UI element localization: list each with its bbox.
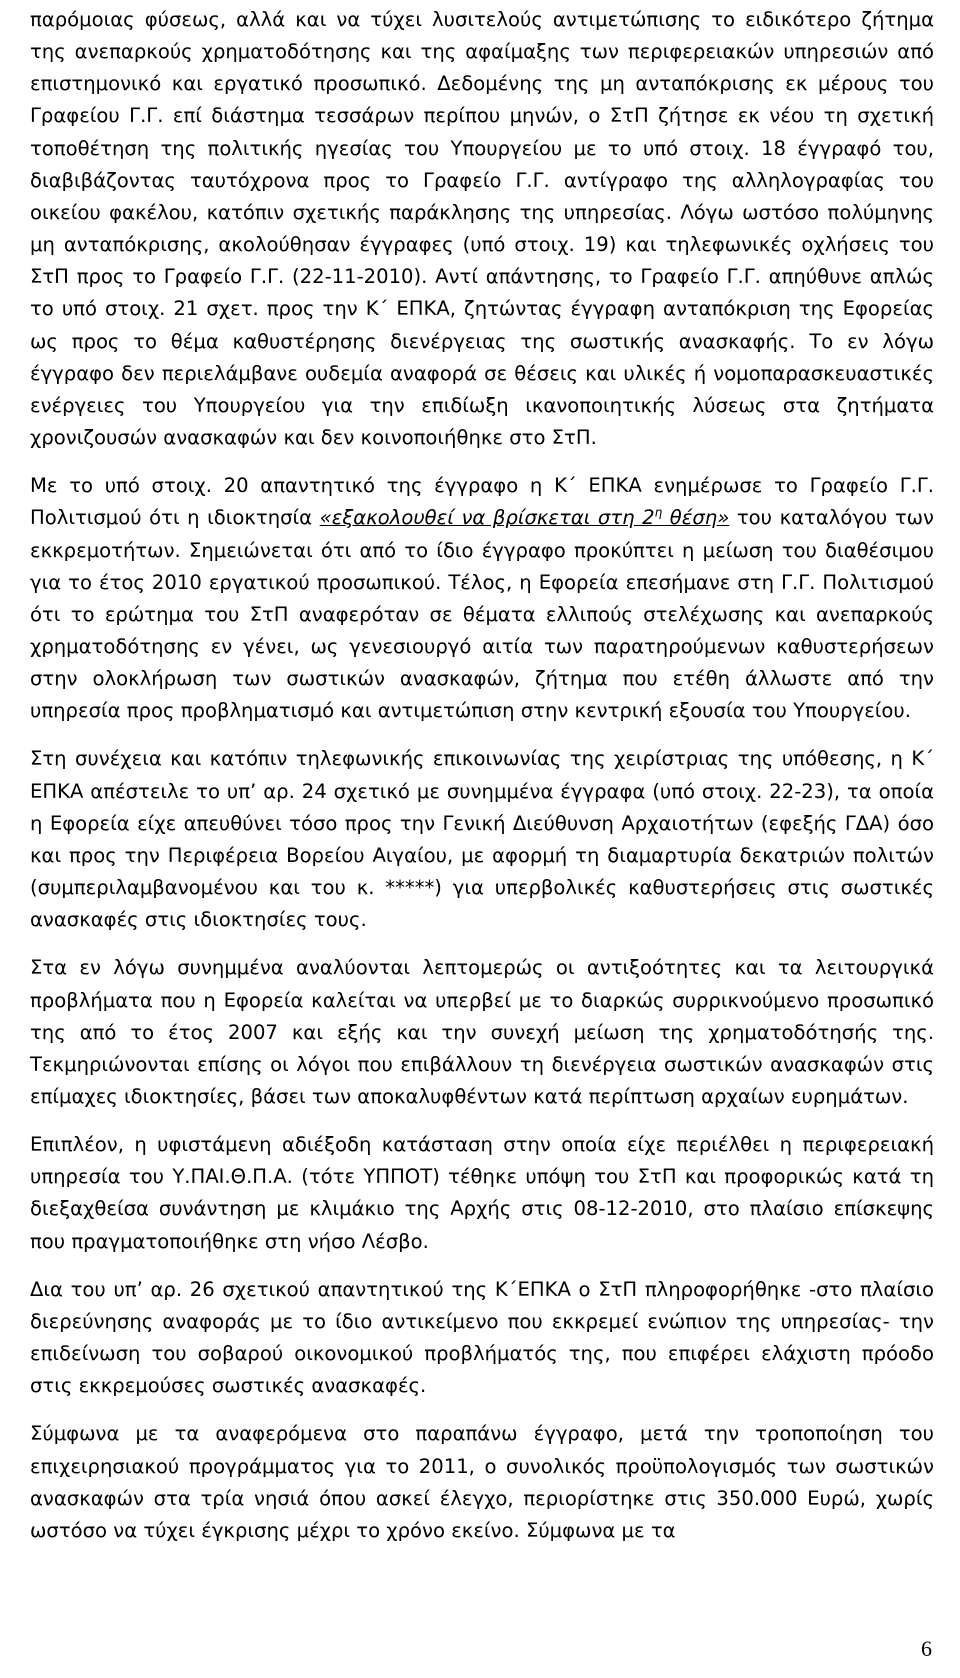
paragraph-text: Στη συνέχεια και κατόπιν τηλεφωνικής επικοινωνίας της χειρίστριας της υπόθεσης, η Κ΄ ΕΠΚΑ απέστειλε το υπ’ αρ. 24 σχετικό με συνημμένα έγγραφα (υπό στοιχ. 22-23), τα οποία η Εφορεία είχε απευθύνει τόσο προς την Γενική Διεύθυνση Αρχαιοτήτων (εφεξής ΓΔΑ) όσο και προς την Περιφέρεια Βορείου Αιγαίου, με αφορμή τη διαμαρτυρία δεκατριών πολιτών (συμπεριλαμβανομένου και του κ. *****) για υπερβολικές καθυστερήσεις στις σωστικές ανασκαφές στις ιδιοκτησίες τους. xyxy=(30,747,934,932)
paragraph xyxy=(30,4,934,454)
paragraph xyxy=(30,1274,934,1403)
paragraph-text: Επιπλέον, η υφιστάμενη αδιέξοδη κατάσταση στην οποία είχε περιέλθει η περιφερειακή υπηρεσία του Υ.ΠΑΙ.Θ.Π.Α. (τότε ΥΠΠΟΤ) τέθηκε υπόψη του ΣτΠ και προφορικώς κατά τη διεξαχθείσα συνάντηση με κλιμάκιο της Αρχής στις 08-12-2010, στο πλαίσιο επίσκεψης που πραγματοποιήθηκε στη νήσο Λέσβο. xyxy=(30,1133,934,1253)
paragraph xyxy=(30,952,934,1113)
paragraph xyxy=(30,1129,934,1258)
document-body xyxy=(30,4,934,1563)
ordinal-superscript: η xyxy=(654,505,663,520)
paragraph-text: του καταλόγου των εκκρεμοτήτων. Σημειώνεται ότι από το ίδιο έγγραφο προκύπτει η μείωση του διαθέσιμου για το έτος 2010 εργατικού προσωπικού. Τέλος, η Εφορεία επεσήμανε στη Γ.Γ. Πολιτισμού ότι το ερώτημα του ΣτΠ αναφερόταν σε θέματα ελλιπούς στελέχωσης και ανεπαρκούς χρηματοδότησης εν γένει, ως γενεσιουργό αιτία των παρατηρούμενων καθυστερήσεων στην ολοκλήρωση των σωστικών ανασκαφών, ζήτημα που ετέθη άλλωστε από την υπηρεσία προς προβληματισμό και αντιμετώπιση στην κεντρική εξουσία του Υπουργείου. xyxy=(30,506,934,723)
paragraph-text: Με το υπό στοιχ. 20 απαντητικό της έγγραφο η Κ΄ ΕΠΚΑ ενημέρωσε το Γραφείο Γ.Γ. Πολιτισμού ότι η ιδιοκτησία xyxy=(30,474,934,530)
paragraph xyxy=(30,470,934,727)
paragraph-text: Στα εν λόγω συνημμένα αναλύονται λεπτομερώς οι αντιξοότητες και τα λειτουργικά προβλήματα που η Εφορεία καλείται να υπερβεί με το διαρκώς συρρικνούμενο προσωπικό της από το έτος 2007 και εξής και την συνεχή μείωση της χρηματοδότησής της. Τεκμηριώνονται επίσης οι λόγοι που επιβάλλουν τη διενέργεια σωστικών ανασκαφών στις επίμαχες ιδιοκτησίες, βάσει των αποκαλυφθέντων κατά περίπτωση αρχαίων ευρημάτων. xyxy=(30,956,934,1108)
quoted-text-part: «εξακολουθεί να βρίσκεται στη 2 xyxy=(319,506,655,530)
paragraph xyxy=(30,1418,934,1547)
paragraph-text: Δια του υπ’ αρ. 26 σχετικού απαντητικού της Κ΄ΕΠΚΑ ο ΣτΠ πληροφορήθηκε -στο πλαίσιο διερεύνησης αναφοράς με το ίδιο αντικείμενο που εκκρεμεί ενώπιον της υπηρεσίας- την επιδείνωση του σοβαρού οικονομικού προβλήματός της, που επιφέρει ελάχιστη πρόοδο στις εκκρεμούσες σωστικές ανασκαφές. xyxy=(30,1277,934,1398)
quoted-text xyxy=(320,506,730,529)
paragraph-text: Σύμφωνα με τα αναφερόμενα στο παραπάνω έγγραφο, μετά την τροποποίηση του επιχειρησιακού προγράμματος για το 2011, ο συνολικός προϋπολογισμός των σωστικών ανασκαφών στα τρία νησιά όπου ασκεί έλεγχο, περιορίστηκε στις 350.000 Ευρώ, χωρίς ωστόσο να τύχει έγκρισης μέχρι το χρόνο εκείνο. Σύμφωνα με τα xyxy=(30,1422,934,1542)
paragraph-text: παρόμοιας φύσεως, αλλά και να τύχει λυσιτελούς αντιμετώπισης το ειδικότερο ζήτημα της ανεπαρκούς χρηματοδότησης και της αφαίμαξης των περιφερειακών υπηρεσιών από επιστημονικό και εργατικό προσωπικό. Δεδομένης της μη ανταπόκρισης εκ μέρους του Γραφείου Γ.Γ. επί διάστημα τεσσάρων περίπου μηνών, ο ΣτΠ ζήτησε εκ νέου τη σχετική τοποθέτηση της πολιτικής ηγεσίας του Υπουργείου με το υπό στοιχ. 18 έγγραφό του, διαβιβάζοντας ταυτόχρονα προς το Γραφείο Γ.Γ. αντίγραφο της αλληλογραφίας του οικείου φακέλου, κατόπιν σχετικής παράκλησης της υπηρεσίας. Λόγω ωστόσο πολύμηνης μη ανταπόκρισης, ακολούθησαν έγγραφες (υπό στοιχ. 19) και τηλεφωνικές οχλήσεις του ΣτΠ προς το Γραφείο Γ.Γ. (22-11-2010). Αντί απάντησης, το Γραφείο Γ.Γ. απηύθυνε απλώς το υπό στοιχ. 21 σχετ. προς την Κ΄ ΕΠΚΑ, ζητώντας έγγραφη ανταπόκριση της Εφορείας ως προς το θέμα καθυστέρησης διενέργειας της σωστικής ανασκαφής. Το εν λόγω έγγραφο δεν περιελάμβανε ουδεμία αναφορά σε θέσεις και υλικές ή νομοπαρασκευαστικές ενέργειες του Υπουργείου για την επιδίωξη ικανοποιητικής λύσεως στα ζητήματα χρονιζουσών ανασκαφών και δεν κοινοποιήθηκε στο ΣτΠ. xyxy=(30,8,934,450)
paragraph xyxy=(30,743,934,936)
quoted-text-part: θέση» xyxy=(662,506,730,530)
page-number: 6 xyxy=(921,1636,932,1661)
